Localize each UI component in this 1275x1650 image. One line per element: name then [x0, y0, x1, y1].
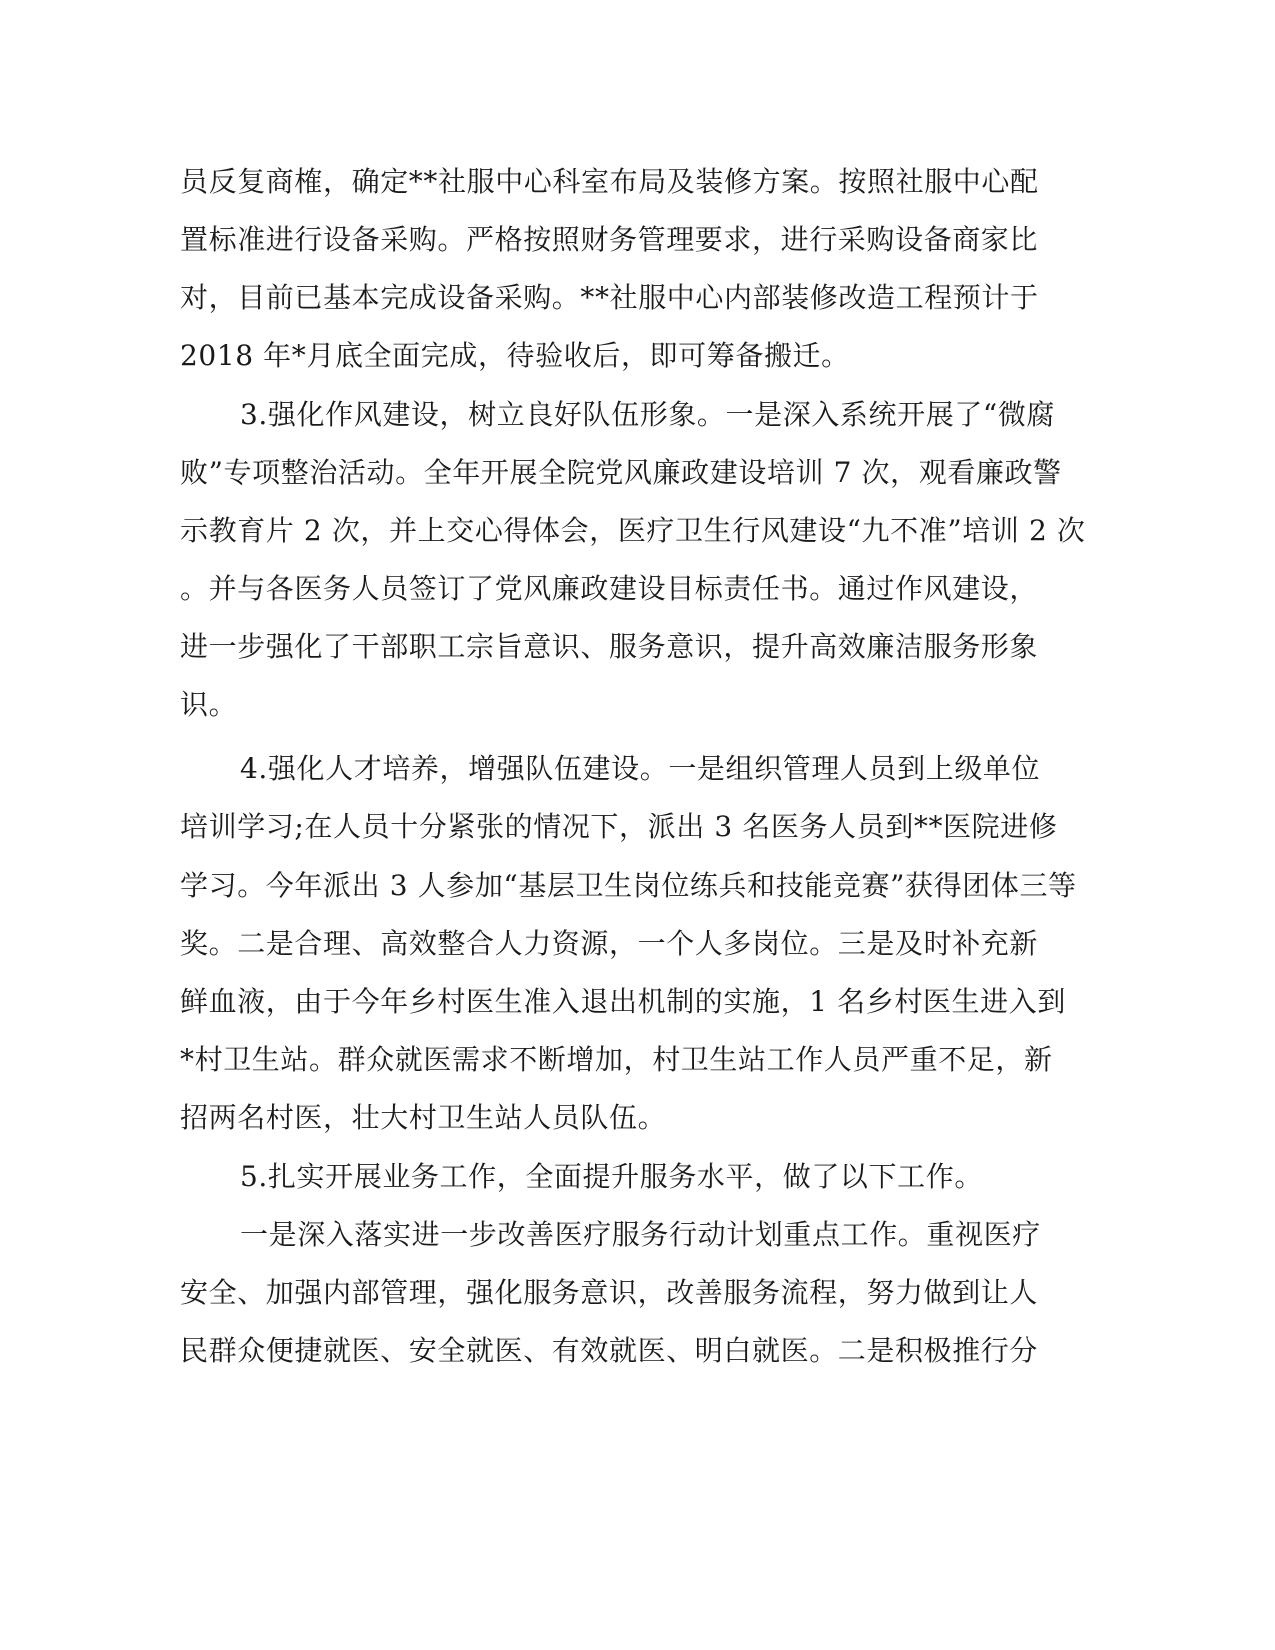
- text-line: 2018 年*月底全面完成，待验收后，即可筹备搬迁。: [180, 339, 850, 372]
- text-line: 进一步强化了干部职工宗旨意识、服务意识，提升高效廉洁服务形象: [180, 630, 1039, 663]
- text-line: 招两名村医，壮大村卫生站人员队伍。: [180, 1101, 667, 1134]
- text-line: 置标准进行设备采购。严格按照财务管理要求，进行采购设备商家比: [180, 223, 1039, 256]
- text-line: 5.扎实开展业务工作，全面提升服务水平，做了以下工作。: [240, 1160, 983, 1193]
- text-line: 败”专项整治活动。全年开展全院党风廉政建设培训 7 次，观看廉政警: [180, 456, 1062, 489]
- text-line: 学习。今年派出 3 人参加“基层卫生岗位练兵和技能竞赛”获得团体三等: [180, 869, 1077, 902]
- text-line: 培训学习;在人员十分紧张的情况下，派出 3 名医务人员到**医院进修: [180, 810, 1058, 843]
- text-line: 示教育片 2 次，并上交心得体会，医疗卫生行风建设“九不准”培训 2 次: [180, 514, 1086, 547]
- text-line: 3.强化作风建设，树立良好队伍形象。一是深入系统开展了“微腐: [240, 398, 1056, 431]
- text-line: 4.强化人才培养，增强队伍建设。一是组织管理人员到上级单位: [240, 752, 1041, 785]
- text-line: 鲜血液，由于今年乡村医生准入退出机制的实施，1 名乡村医生进入到: [180, 985, 1066, 1018]
- text-line: 一是深入落实进一步改善医疗服务行动计划重点工作。重视医疗: [240, 1218, 1041, 1251]
- text-line: 民群众便捷就医、安全就医、有效就医、明白就医。二是积极推行分: [180, 1334, 1039, 1367]
- text-line: *村卫生站。群众就医需求不断增加，村卫生站工作人员严重不足，新: [180, 1043, 1053, 1076]
- text-line: 。并与各医务人员签订了党风廉政建设目标责任书。通过作风建设，: [180, 572, 1039, 605]
- text-line: 对，目前已基本完成设备采购。**社服中心内部装修改造工程预计于: [180, 281, 1039, 314]
- text-line: 员反复商榷，确定**社服中心科室布局及装修方案。按照社服中心配: [180, 165, 1039, 198]
- text-line: 安全、加强内部管理，强化服务意识，改善服务流程，努力做到让人: [180, 1276, 1039, 1309]
- text-line: 奖。二是合理、高效整合人力资源，一个人多岗位。三是及时补充新: [180, 927, 1039, 960]
- text-line: 识。: [180, 688, 238, 721]
